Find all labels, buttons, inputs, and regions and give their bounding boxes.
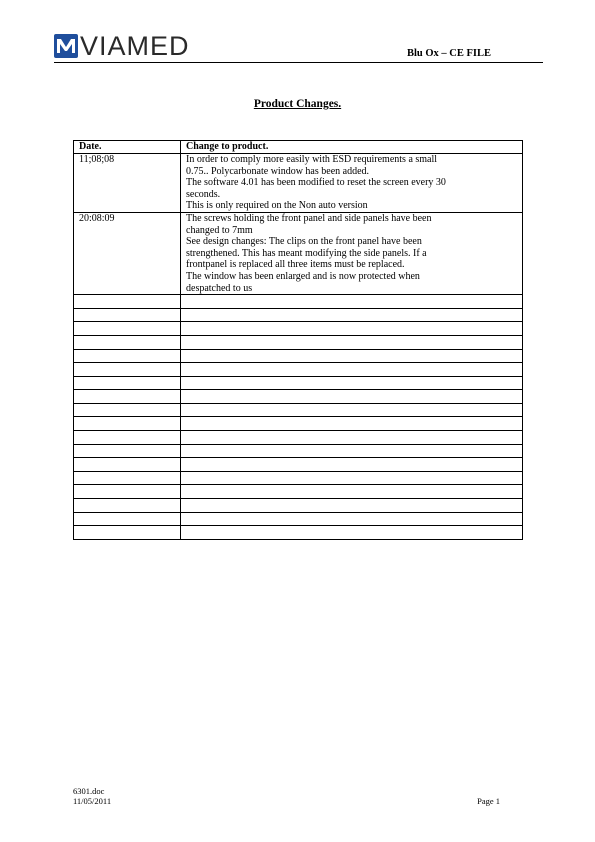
viamed-logo-mark-icon (54, 34, 78, 58)
empty-change-cell (181, 376, 523, 390)
empty-table-row (74, 485, 523, 499)
empty-table-row (74, 295, 523, 309)
empty-table-row (74, 376, 523, 390)
change-line: seconds. (186, 188, 221, 200)
empty-change-cell (181, 335, 523, 349)
empty-table-row (74, 349, 523, 363)
empty-table-row (74, 458, 523, 472)
empty-date-cell (74, 499, 181, 513)
table-row (74, 154, 523, 213)
section-title: Product Changes. (253, 98, 342, 110)
empty-table-row (74, 417, 523, 431)
viamed-logo (54, 31, 190, 61)
empty-table-row (74, 335, 523, 349)
empty-date-cell (74, 431, 181, 445)
footer-filename: 6301.doc (73, 786, 105, 796)
document-title: Blu Ox – CE FILE (406, 48, 491, 59)
empty-date-cell (74, 376, 181, 390)
empty-date-cell (74, 485, 181, 499)
product-changes-table (73, 140, 523, 540)
footer-left (73, 786, 111, 806)
empty-date-cell (74, 295, 181, 309)
empty-table-row (74, 431, 523, 445)
change-cell (181, 154, 523, 213)
date-cell: 20:08:09 (74, 212, 181, 294)
change-line: 0.75.. Polycarbonate window has been added. (186, 165, 370, 177)
empty-date-cell (74, 512, 181, 526)
empty-table-row (74, 444, 523, 458)
empty-change-cell (181, 349, 523, 363)
empty-date-cell (74, 444, 181, 458)
empty-table-row (74, 322, 523, 336)
empty-change-cell (181, 526, 523, 540)
change-line: This is only required on the Non auto version (186, 200, 368, 212)
footer-date: 11/05/2011 (73, 796, 112, 806)
empty-table-row (74, 403, 523, 417)
empty-date-cell (74, 417, 181, 431)
change-line: The software 4.01 has been modified to reset the screen every 30 (186, 177, 446, 189)
change-cell (181, 212, 523, 294)
empty-date-cell (74, 349, 181, 363)
empty-table-row (74, 390, 523, 404)
table-row (74, 212, 523, 294)
empty-change-cell (181, 363, 523, 377)
empty-date-cell (74, 363, 181, 377)
empty-table-row (74, 526, 523, 540)
change-line: frontpanel is replaced all three items must be replaced. (186, 259, 405, 271)
change-line: strengthened. This has meant modifying the side panels. If a (186, 247, 427, 259)
empty-change-cell (181, 308, 523, 322)
empty-date-cell (74, 322, 181, 336)
footer-page-number: Page 1 (477, 796, 500, 806)
empty-date-cell (74, 458, 181, 472)
empty-date-cell (74, 335, 181, 349)
column-header-date: Date. (74, 141, 181, 154)
empty-date-cell (74, 390, 181, 404)
change-line: despatched to us (186, 282, 253, 294)
empty-date-cell (74, 403, 181, 417)
empty-change-cell (181, 471, 523, 485)
header-rule (54, 62, 543, 63)
change-line: changed to 7mm (186, 224, 253, 236)
empty-change-cell (181, 417, 523, 431)
empty-change-cell (181, 512, 523, 526)
empty-change-cell (181, 444, 523, 458)
empty-table-row (74, 499, 523, 513)
empty-date-cell (74, 526, 181, 540)
column-header-change: Change to product. (181, 141, 523, 154)
date-cell: 11;08;08 (74, 154, 181, 213)
empty-table-row (74, 471, 523, 485)
empty-change-cell (181, 458, 523, 472)
change-line: The screws holding the front panel and side panels have been (186, 212, 432, 224)
change-line: The window has been enlarged and is now protected when (186, 270, 420, 282)
change-line: See design changes: The clips on the front panel have been (186, 236, 422, 248)
empty-date-cell (74, 471, 181, 485)
empty-change-cell (181, 295, 523, 309)
logo-text: VIAMED (80, 31, 190, 61)
empty-table-row (74, 308, 523, 322)
empty-table-row (74, 363, 523, 377)
empty-change-cell (181, 322, 523, 336)
empty-change-cell (181, 390, 523, 404)
empty-change-cell (181, 403, 523, 417)
table-header-row (74, 141, 523, 154)
empty-table-row (74, 512, 523, 526)
empty-change-cell (181, 431, 523, 445)
change-line: In order to comply more easily with ESD requirements a small (186, 154, 438, 165)
empty-change-cell (181, 485, 523, 499)
empty-change-cell (181, 499, 523, 513)
empty-date-cell (74, 308, 181, 322)
